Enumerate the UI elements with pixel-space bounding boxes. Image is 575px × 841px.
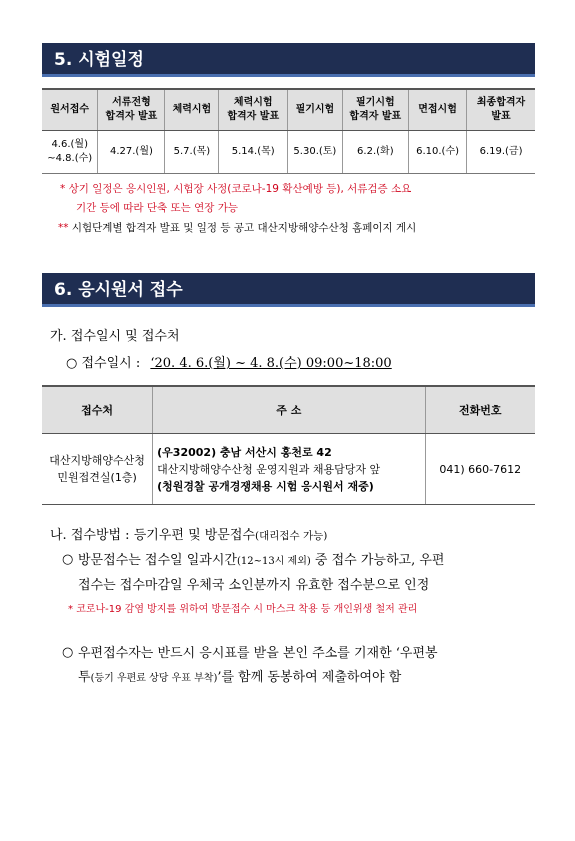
- announcement-note: ** 시험단계별 합격자 발표 및 일정 등 공고 대산지방해양수산청 홈페이지 게시: [58, 222, 417, 234]
- table-cell: 6.10.(수): [409, 131, 467, 174]
- note-asterisk: *: [68, 604, 73, 615]
- col-header: 면접시험: [409, 89, 467, 131]
- note-asterisk: **: [58, 222, 69, 234]
- table-row: [42, 131, 535, 174]
- table-cell: 4.27.(월): [98, 131, 165, 174]
- col-header: 최종합격자 발표: [467, 89, 535, 131]
- table-cell: 5.14.(목): [219, 131, 288, 174]
- table-cell: 5.30.(토): [288, 131, 342, 174]
- col-header: 필기시험: [288, 89, 342, 131]
- subheading-na: 나. 접수방법 : 등기우편 및 방문접수(대리접수 가능): [50, 528, 328, 543]
- table-cell: 6.2.(화): [342, 131, 408, 174]
- address-cell: (우32002) 충남 서산시 홍천로 42 대산지방해양수산청 운영지원과 채용담당자 앞 (청원경찰 공개경쟁채용 시험 응시원서 재중): [153, 434, 425, 505]
- bullet-circle: ○: [66, 356, 78, 371]
- col-header: 체력시험: [165, 89, 219, 131]
- col-header: 주 소: [153, 386, 425, 434]
- mail-receipt-text: 우편접수자는 반드시 응시표를 받을 본인 주소를 기재한 ‘우편봉 투(등기 우편료 상당 우표 부착)’를 함께 동봉하여 제출하여야 함: [78, 646, 438, 685]
- col-header: 체력시험 합격자 발표: [219, 89, 288, 131]
- receipt-date-line: ○ 접수일시 : ‘20. 4. 6.(월) ~ 4. 8.(수) 09:00~18:00: [66, 356, 392, 371]
- table-row: [42, 434, 535, 505]
- note-asterisk: *: [60, 183, 66, 195]
- table-header-row: [42, 89, 535, 131]
- col-header: 필기시험 합격자 발표: [342, 89, 408, 131]
- col-header: 전화번호: [425, 386, 535, 434]
- visit-receipt-text: 방문접수는 접수일 일과시간(12~13시 제외) 중 접수 가능하고, 우편 접수는 접수마감일 우체국 소인분까지 유효한 접수분으로 인정: [78, 553, 445, 593]
- receipt-location-table: [42, 385, 535, 505]
- table-cell: 6.19.(금): [467, 131, 535, 174]
- bullet-circle: ○: [62, 552, 74, 567]
- subheading-ga: 가. 접수일시 및 접수처: [50, 329, 180, 344]
- table-cell: 5.7.(목): [165, 131, 219, 174]
- section-6-title: 6. 응시원서 접수: [42, 273, 535, 307]
- bullet-circle: ○: [62, 645, 74, 660]
- col-header: 접수처: [42, 386, 153, 434]
- office-cell: 대산지방해양수산청 민원접견실(1층): [42, 434, 153, 505]
- col-header: 원서접수: [42, 89, 98, 131]
- schedule-change-note: * 상기 일정은 응시인원, 시험장 사정(코로나-19 확산예방 등), 서류검증 소요 기간 등에 따라 단축 또는 연장 가능: [60, 183, 412, 214]
- exam-schedule-table: [42, 88, 535, 174]
- section-5-title: 5. 시험일정: [42, 43, 535, 77]
- table-cell: 4.6.(월) ~4.8.(수): [42, 131, 98, 174]
- phone-cell: 041) 660-7612: [425, 434, 535, 505]
- covid-note: * 코로나-19 감염 방지를 위하여 방문접수 시 마스크 착용 등 개인위생 철저 관리: [68, 604, 418, 615]
- table-header-row: [42, 386, 535, 434]
- col-header: 서류전형 합격자 발표: [98, 89, 165, 131]
- receipt-date-value: ‘20. 4. 6.(월) ~ 4. 8.(수) 09:00~18:00: [150, 356, 392, 371]
